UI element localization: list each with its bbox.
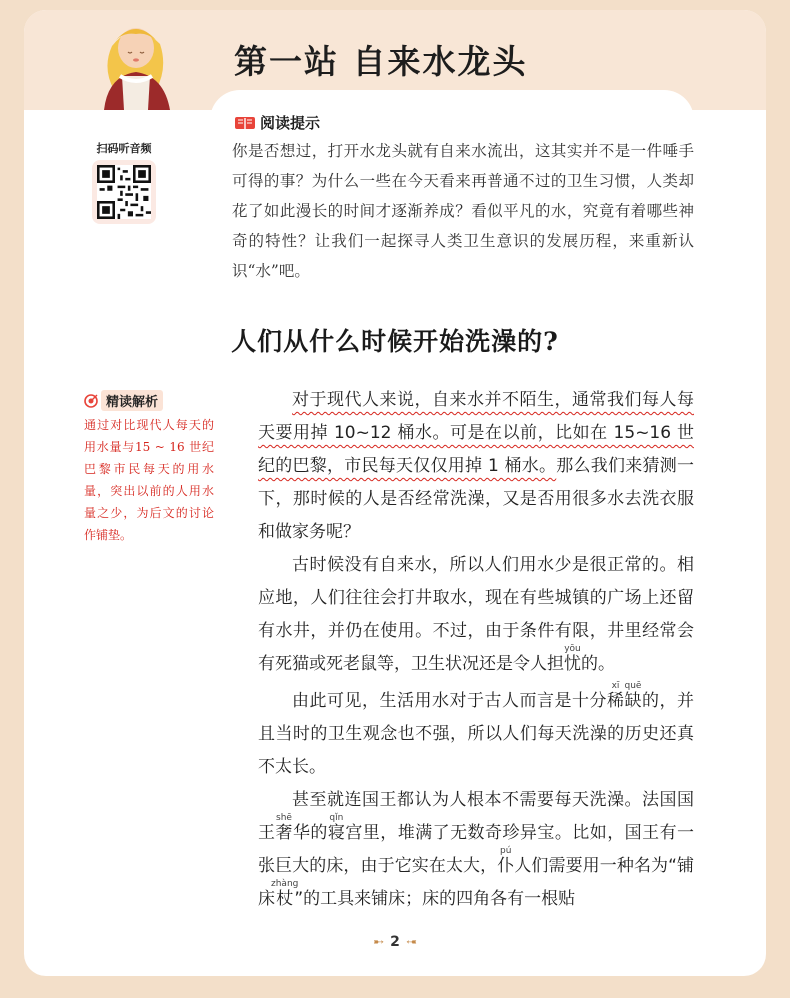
target-icon bbox=[84, 394, 98, 408]
chapter-title: 第一站 自来水龙头 bbox=[234, 42, 528, 81]
reading-tip-text: 你是否想过，打开水龙头就有自来水流出，这其实并不是一件唾手可得的事？为什么一些在今天看来再普通不过的卫生习惯，人类却花了如此漫长的时间才逐渐养成？看似平凡的水，究竟有着哪些神奇的特性？让我们一起探寻人类卫生意识的发展历程，来重新认识“水”吧。 bbox=[232, 142, 694, 280]
side-note-title: 精读解析 bbox=[101, 390, 163, 411]
text-run: 人们需要用一种名为“铺床 bbox=[258, 856, 695, 909]
text-run: ”的工具来铺床；床的四角各有一根贴 bbox=[294, 889, 576, 909]
qr-label: 扫码听音频 bbox=[96, 142, 152, 155]
book-icon bbox=[234, 115, 256, 131]
qr-code-icon bbox=[97, 165, 151, 219]
section-title: 人们从什么时候开始洗澡的? bbox=[231, 327, 559, 356]
main-text bbox=[258, 384, 694, 916]
side-note-text: 通过对比现代人每天的用水量与15 ~ 16 世纪巴黎市民每天的用水量，突出以前的人用水量之少，为后文的讨论作铺垫。 bbox=[84, 418, 214, 542]
text-run: 由此可见，生活用水对于古人而言是十分 bbox=[292, 691, 607, 711]
text-run: 古时候没有自来水，所以人们用水少是很正常的。相应地，人们往往会打井取水，现在有些城镇的广场上还留有水井，并仍在使用。不过，由于条件有限，井里经常会有死猫或死老鼠等，卫生状况还是令人担 bbox=[258, 555, 694, 674]
right-arrow-icon: ➸ bbox=[405, 934, 417, 950]
reading-tip-label: 阅读提示 bbox=[260, 114, 321, 132]
girl-illustration bbox=[64, 10, 204, 110]
text-run: 的，并且当时的卫生观念也不强，所以人们每天洗澡的历史还真不太长。 bbox=[258, 691, 694, 777]
qr-audio[interactable] bbox=[84, 140, 164, 224]
paragraph bbox=[258, 784, 694, 916]
ruby-annotation: 仆pú bbox=[497, 846, 515, 876]
ruby-annotation: 忧yōu bbox=[564, 644, 581, 674]
reading-tip-heading bbox=[234, 112, 320, 133]
ruby-annotation: 寝qǐn bbox=[327, 813, 346, 843]
page-number: 2 bbox=[390, 934, 400, 950]
page bbox=[24, 10, 766, 976]
text-run: 甚至就连国王都认为人根本不需要每天洗澡。法国国王 bbox=[258, 790, 694, 843]
ruby-annotation: 杖zhàng bbox=[271, 879, 299, 909]
page-footer bbox=[24, 934, 766, 950]
left-arrow-icon: ➸ bbox=[373, 934, 385, 950]
text-run: 的。 bbox=[581, 654, 615, 674]
side-note-heading bbox=[84, 390, 163, 411]
qr-code-frame bbox=[92, 160, 156, 224]
ruby-annotation: 稀xī bbox=[607, 681, 625, 711]
paragraph bbox=[258, 384, 694, 549]
text-run: 华的 bbox=[292, 823, 328, 843]
paragraph bbox=[258, 681, 694, 784]
text-run: 宫里，堆满了无数奇珍异宝。比如，国王有一张巨大的床，由于它实在太大， bbox=[258, 823, 695, 876]
ruby-annotation: 奢shē bbox=[275, 813, 293, 843]
paragraph bbox=[258, 549, 694, 681]
text-run: 那么我们来猜测一下，那时候的人是否经常洗澡，又是否用很多水去洗衣服和做家务呢？ bbox=[258, 456, 695, 542]
underlined-text: 对于现代人来说，自来水并不陌生，通常我们每人每天要用掉 10~12 桶水。可是在以前，比如在 15~16 世纪的巴黎，市民每天仅仅用掉 1 桶水。 bbox=[258, 390, 694, 476]
ruby-annotation: 缺quē bbox=[624, 681, 642, 711]
chapter-header bbox=[24, 10, 766, 110]
